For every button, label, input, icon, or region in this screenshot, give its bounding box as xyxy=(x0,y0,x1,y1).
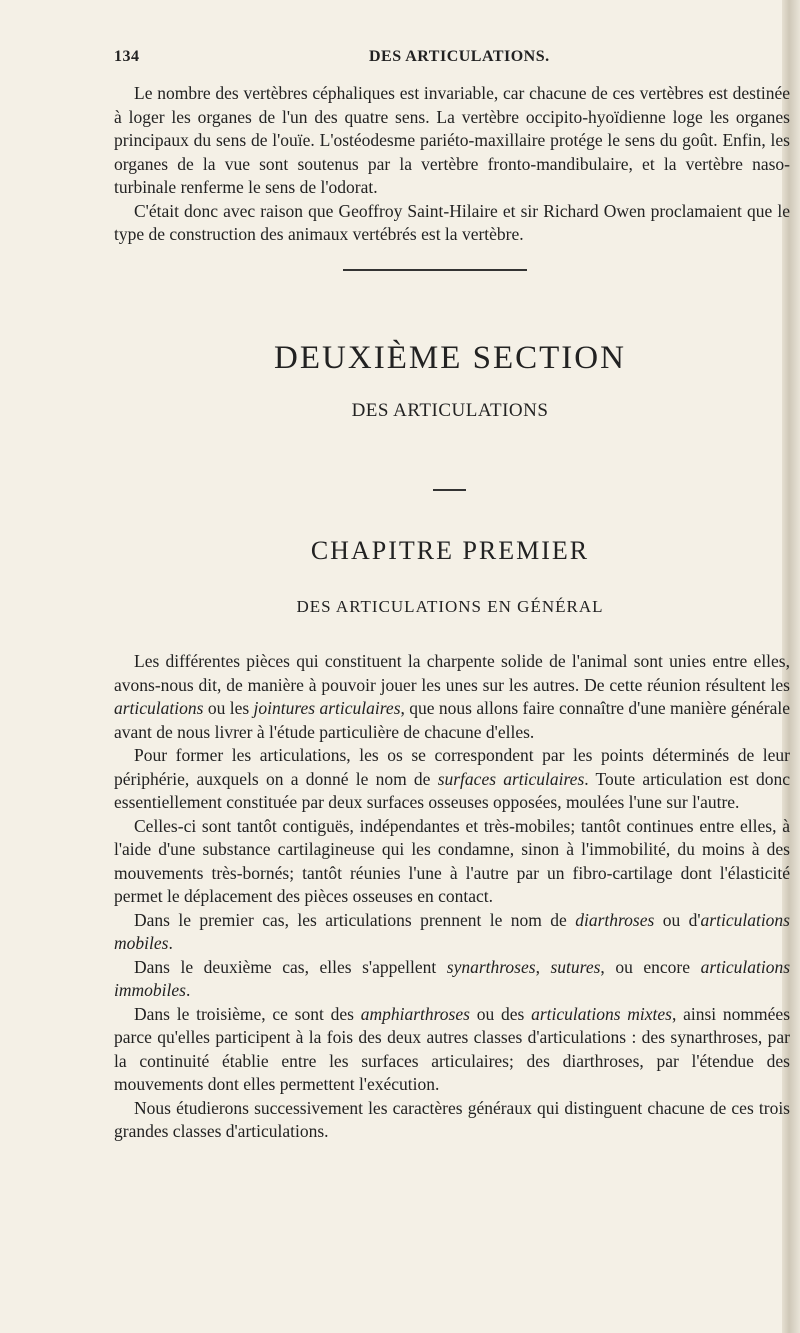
section-subtitle: DES ARTICULATIONS xyxy=(351,400,549,421)
body-paragraph-4: Dans le premier cas, les articulations prennent le nom de diarthroses ou d'articulations mobiles. xyxy=(114,909,790,953)
body-paragraph-1: Les différentes pièces qui constituent la charpente solide de l'animal sont unies entre elles, avons-nous dit, de manière à pouvoir jouer les unes sur les autres. De cette réunion résultent les articulations ou les jointures articulaires, que nous allons faire connaître d'une manière générale avant de nous livrer à l'étude particulière de chacune d'elles. xyxy=(114,651,790,742)
running-header xyxy=(114,48,794,74)
body-paragraph-5: Dans le deuxième cas, elles s'appellent synarthroses, sutures, ou encore articulations immobiles. xyxy=(114,956,791,1000)
chapter-subtitle: DES ARTICULATIONS EN GÉNÉRAL xyxy=(296,597,604,616)
section-divider xyxy=(343,269,527,271)
intro-text xyxy=(114,82,790,247)
running-title: DES ARTICULATIONS. xyxy=(369,48,550,65)
body-paragraph-7: Nous étudierons successivement les caractères généraux qui distinguent chacune de ces trois grandes classes d'articulations. xyxy=(114,1097,790,1141)
intro-paragraph: Le nombre des vertèbres céphaliques est invariable, car chacune de ces vertèbres est destinée à loger les organes de l'un des quatre sens. La vertèbre occipito-hyoïdienne loge les organes principaux du sens de l'ouïe. L'ostéodesme pariéto-maxillaire protége le sens du goût. Enfin, les organes de la vue sont soutenus par la vertèbre fronto-mandibulaire, et la vertèbre naso-turbinale renferme le sens de l'odorat. xyxy=(114,83,790,197)
intro-paragraph: C'était donc avec raison que Geoffroy Saint-Hilaire et sir Richard Owen proclamaient que le type de construction des animaux vertébrés est la vertèbre. xyxy=(114,200,790,244)
short-divider xyxy=(433,489,466,491)
section-title: DEUXIÈME SECTION xyxy=(274,340,626,376)
body-paragraph-6: Dans le troisième, ce sont des amphiarthroses ou des articulations mixtes, ainsi nommées parce qu'elles participent à la fois des deux autres classes d'articulations : des synarthroses, par la continuité établie entre les surfaces articulaires; des diarthroses, par l'étendue des mouvements dont elles permettent l'exécution. xyxy=(114,1003,791,1094)
body-paragraph-3: Celles-ci sont tantôt contiguës, indépendantes et très-mobiles; tantôt continues entre elles, à l'aide d'une substance cartilagineuse qui les condamne, sinon à l'immobilité, du moins à des mouvements très-bornés; tantôt réunies l'une à l'autre par un fibro-cartilage dont l'élasticité permet le déplacement des pièces osseuses en contact. xyxy=(114,815,790,906)
chapter-title: CHAPITRE PREMIER xyxy=(310,536,590,565)
body-paragraph-2: Pour former les articulations, les os se correspondent par les points déterminés de leur périphérie, auxquels on a donné le nom de surfaces articulaires. Toute articulation est donc essentiellement constituée par deux surfaces osseuses opposées, moulées l'une sur l'autre. xyxy=(114,745,791,812)
page-number: 134 xyxy=(114,48,140,65)
chapter-body xyxy=(114,650,790,1144)
